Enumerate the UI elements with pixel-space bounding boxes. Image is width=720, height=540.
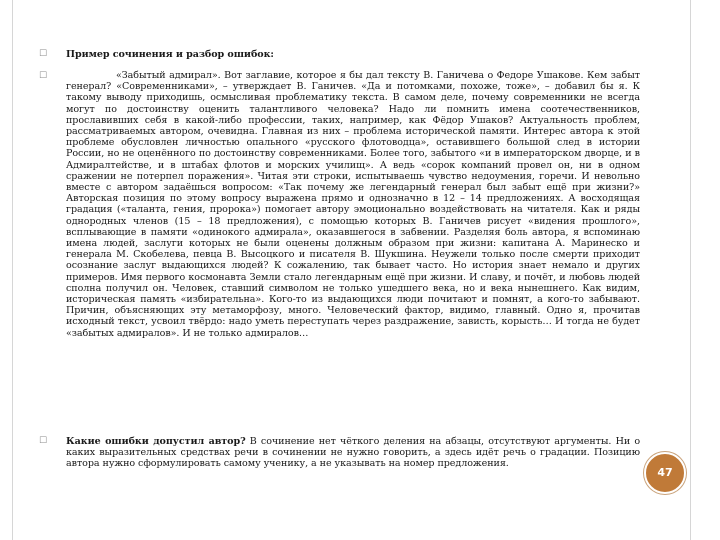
question-paragraph (66, 436, 640, 470)
question-answer: В сочинение нет чёткого деления на абзацы, отсутствуют аргументы. Ни о каких выразительных средствах речи в сочинении не нужно говорить, а здесь идёт речь о градации. Позицию автора нужно сформулировать самому ученику, а не указывать на номер предложения. (66, 436, 641, 470)
heading-text: Пример сочинения и разбор ошибок: (66, 49, 274, 60)
page-number-badge: 47 (644, 452, 686, 494)
question-label: Какие ошибки допустил автор? (66, 436, 246, 447)
essay-text: «Забытый адмирал». Вот заглавие, которое я бы дал тексту В. Ганичева о Федоре Ушакове. Кем забыт генерал? «Современниками», – утверждает В. Ганичев. «Да и потомками, похоже, тоже», – добавил бы я. К такому выводу приходишь, осмысливая проблематику текста. В самом деле, почему современники не всегда могут по достоинству оценить талантливого человека? Надо ли помнить имена соотечественников, прославивших себя в какой-либо профессии, таких, например, как Фёдор Ушаков? Актуальность проблем, рассматриваемых автором, очевидна. Главная из них – проблема исторической памяти. Интерес автора к этой проблеме обусловлен личностью опального «русского флотоводца», оставившего большой след в истории России, но не оценённого по достоинству современниками. Более того, забытого «и в императорском дворце, и в Адмиралтействе, и в штабах флотов и морских училищ». А ведь «сорок компаний провел он, ни в одном сражении не потерпел поражения». Читая эти строки, испытываешь чувство недоумения, горечи. И невольно вместе с автором задаёшься вопросом: «Так почему же легендарный генерал был забыт ещё при жизни?» Авторская позиция по этому вопросу выражена прямо и однозначно в 12 – 14 предложениях. А восходящая градация («таланта, гения, пророка») помогает автору эмоционально воздействовать на читателя. Как и ряды однородных членов (15 – 18 предложения), с помощью которых В. Ганичев рисует «видения прошлого», всплывающие в памяти «одинокого адмирала», оказавшегося в забвении. Разделяя боль автора, я вспоминаю имена людей, заслуги которых не были оценены должным образом при жизни: капитана А. Маринеско и генерала М. Скобелева, певца В. Высоцкого и писателя В. Шукшина. Неужели только после смерти приходит осознание заслуг выдающихся людей? К сожалению, так бывает часто. Но история знает немало и других примеров. Имя первого космонавта Земли стало легендарным ещё при жизни. И славу, и почёт, и любовь людей сполна получил он. Человек, ставший символом не только ушедшего века, но и века нынешнего. Как видим, историческая память «избирательна». Кого-то из выдающихся люди почитают и помнят, а кого-то забывают. Причин, объясняющих эту метаморфозу, много. Человеческий фактор, видимо, главный. Одно я, прочитав исходный текст, усвоил твёрдо: надо уметь переступать через раздражение, зависть, корысть… И тогда не будет «забытых адмиралов». И не только адмиралов… (66, 70, 640, 339)
checkbox-square-icon: ☐ (38, 49, 48, 59)
essay-paragraph (66, 70, 640, 339)
checkbox-square-icon: ☐ (38, 71, 48, 81)
checkbox-square-icon: ☐ (38, 436, 48, 446)
